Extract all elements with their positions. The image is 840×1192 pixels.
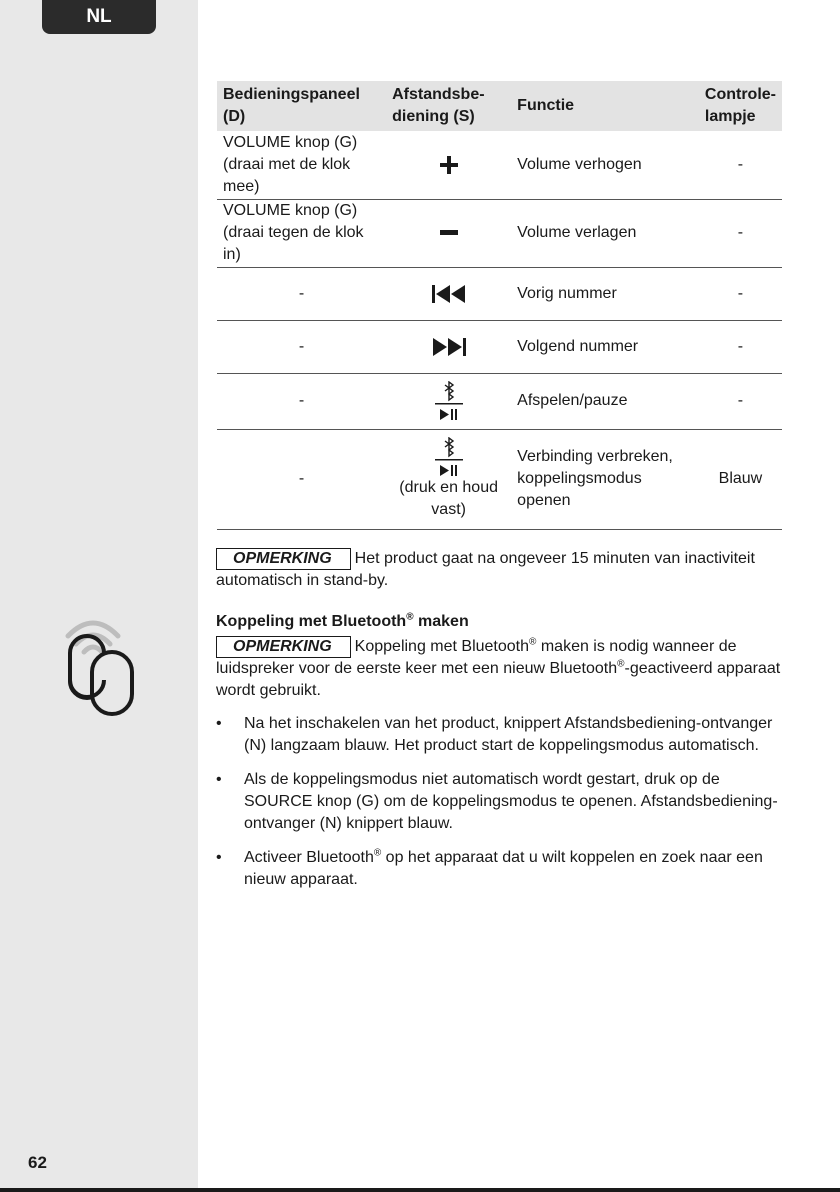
function-cell: Volgend nummer <box>511 320 699 373</box>
bluetooth-play-pause-icon <box>434 437 464 477</box>
language-tab: NL <box>42 0 156 34</box>
remote-cell <box>386 373 511 429</box>
remote-cell <box>386 320 511 373</box>
sidebar <box>0 0 198 1192</box>
function-cell: Volume verhogen <box>511 131 699 199</box>
table-row <box>217 131 782 199</box>
panel-cell: - <box>217 267 386 320</box>
panel-cell: - <box>217 373 386 429</box>
next-track-icon <box>432 338 466 356</box>
function-cell: Vorig nummer <box>511 267 699 320</box>
remote-cell <box>386 267 511 320</box>
function-cell: Volume verlagen <box>511 199 699 267</box>
table-row <box>217 267 782 320</box>
indicator-cell: - <box>699 267 782 320</box>
header-indicator: Controle- lampje <box>699 81 782 131</box>
panel-cell: - <box>217 320 386 373</box>
panel-cell: VOLUME knop (G) (draai tegen de klok in) <box>217 199 386 267</box>
indicator-cell: - <box>699 199 782 267</box>
table-row <box>217 373 782 429</box>
header-function: Functie <box>511 81 699 131</box>
panel-cell: VOLUME knop (G) (draai met de klok mee) <box>217 131 386 199</box>
instruction-list <box>216 713 786 903</box>
previous-track-icon <box>432 285 466 303</box>
indicator-cell: - <box>699 320 782 373</box>
table-row <box>217 199 782 267</box>
indicator-cell: Blauw <box>699 429 782 529</box>
table-row <box>217 320 782 373</box>
list-item: • Als de koppelingsmodus niet automatisch wordt gestart, druk op de SOURCE knop (G) om de koppelingsmodus te openen. Afstandsbediening-ontvanger (N) knippert blauw. <box>216 771 778 832</box>
note-pairing: OPMERKING Koppeling met Bluetooth® maken is nodig wanneer de luidspreker voor de eerste keer met een nieuw Bluetooth®-geactiveerd apparaat wordt gebruikt. <box>216 636 781 699</box>
plus-icon <box>440 156 458 174</box>
bottom-rule <box>0 1188 840 1192</box>
bluetooth-play-pause-icon <box>434 381 464 421</box>
indicator-cell: - <box>699 373 782 429</box>
remote-cell <box>386 199 511 267</box>
panel-cell: - <box>217 429 386 529</box>
note-standby <box>216 548 786 592</box>
remote-note: (druk en houd vast) <box>399 479 498 518</box>
note-tag: OPMERKING <box>216 548 351 570</box>
indicator-cell: - <box>699 131 782 199</box>
header-remote: Afstandsbe- diening (S) <box>386 81 511 131</box>
remote-cell <box>386 131 511 199</box>
note-tag: OPMERKING <box>216 636 351 658</box>
controls-table <box>217 81 782 530</box>
list-item: • Na het inschakelen van het product, knippert Afstandsbediening-ontvanger (N) langzaam blauw. Het product start de koppelingsmodus automatisch. <box>216 715 773 754</box>
section-heading: Koppeling met Bluetooth® maken <box>216 611 469 630</box>
function-cell: Verbinding verbreken, koppelingsmodus openen <box>511 429 699 529</box>
note-text: Het product gaat na ongeveer 15 minuten van inactiviteit automatisch in stand-by. <box>216 550 755 589</box>
bluetooth-pairing-icon <box>56 606 146 724</box>
page-number: 62 <box>28 1153 47 1172</box>
table-header-row <box>217 81 782 131</box>
list-item: • Activeer Bluetooth® op het apparaat dat u wilt koppelen en zoek naar een nieuw apparaat. <box>216 847 763 888</box>
table-row <box>217 429 782 529</box>
minus-icon <box>440 230 458 236</box>
remote-cell <box>386 429 511 529</box>
header-panel: Bedieningspaneel (D) <box>217 81 386 131</box>
function-cell: Afspelen/pauze <box>511 373 699 429</box>
